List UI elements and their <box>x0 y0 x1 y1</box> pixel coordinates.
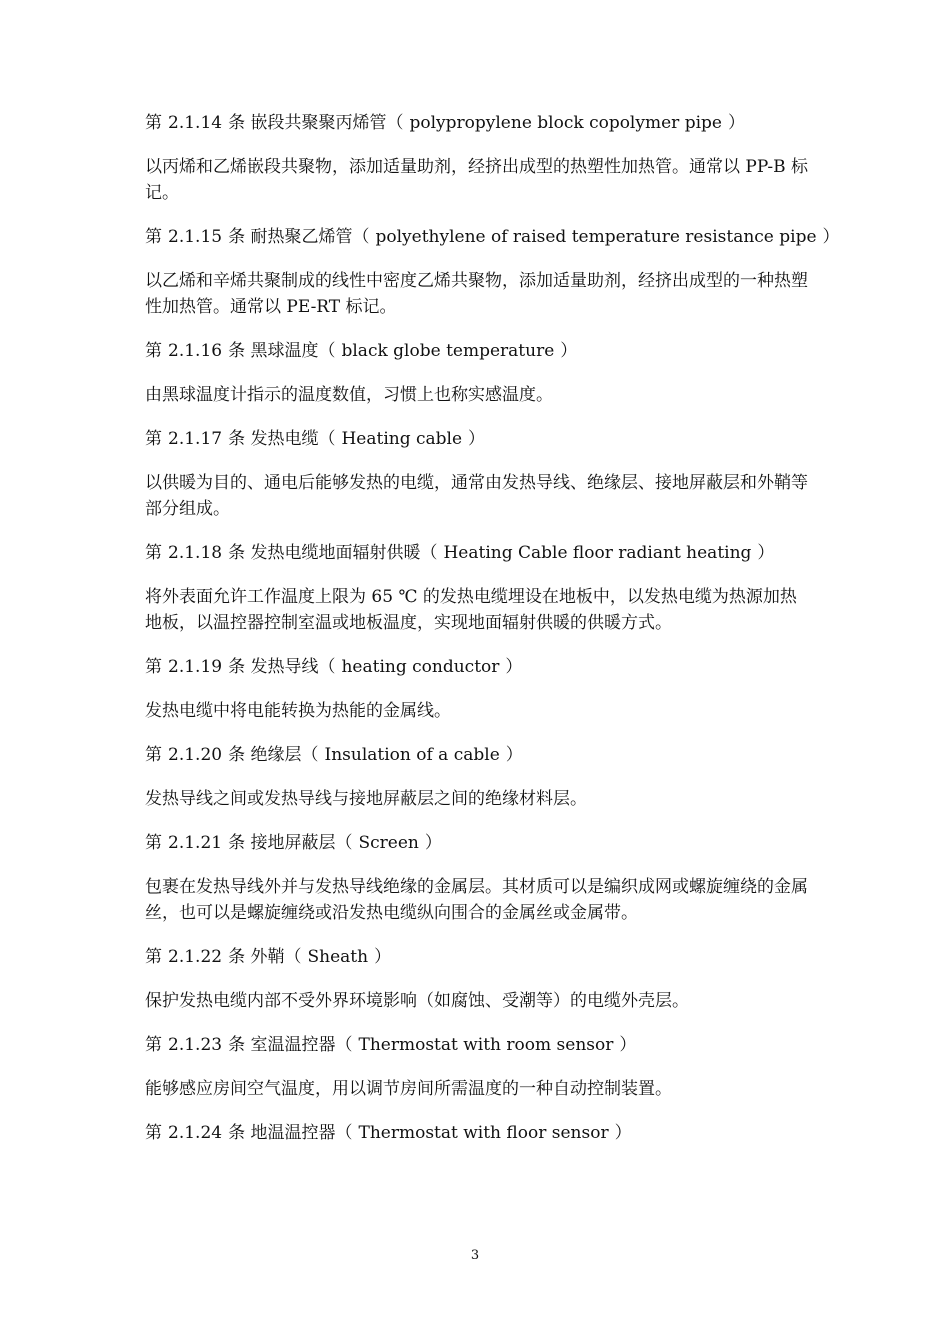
term-close: ） <box>727 113 745 133</box>
term-chinese: 室温温控器（ <box>250 1035 353 1055</box>
entry-suffix: 条 <box>228 227 246 247</box>
entry-prefix: 第 <box>145 745 162 765</box>
entry-definition: 以丙烯和乙烯嵌段共聚物，添加适量助剂，经挤出成型的热塑性加热管。通常以 PP-B 标记。 <box>145 157 808 203</box>
entry-number: 2.1.21 <box>168 833 223 853</box>
entry-definition: 包裹在发热导线外并与发热导线绝缘的金属层。其材质可以是编织成网或螺旋缠绕的金属丝，也可以是螺旋缠绕或沿发热电缆纵向围合的金属丝或金属带。 <box>145 877 808 923</box>
entry-heading <box>145 540 810 566</box>
entry-heading <box>145 830 810 856</box>
entry-definition: 以供暖为目的、通电后能够发热的电缆，通常由发热导线、绝缘层、接地屏蔽层和外鞘等部分组成。 <box>145 473 808 519</box>
entry-suffix: 条 <box>228 1123 246 1143</box>
entry-suffix: 条 <box>228 947 246 967</box>
entry-heading <box>145 1032 810 1058</box>
entry-suffix: 条 <box>228 543 246 563</box>
term-chinese: 耐热聚乙烯管（ <box>250 227 370 247</box>
entry-2-1-19 <box>145 654 810 724</box>
term-english: Heating cable <box>341 429 463 449</box>
entry-definition: 保护发热电缆内部不受外界环境影响（如腐蚀、受潮等）的电缆外壳层。 <box>145 991 689 1011</box>
entry-number: 2.1.18 <box>168 543 223 563</box>
term-close: ） <box>614 1123 632 1143</box>
entry-number: 2.1.15 <box>168 227 223 247</box>
term-chinese: 嵌段共聚聚丙烯管（ <box>250 113 404 133</box>
term-english: Thermostat with room sensor <box>358 1035 614 1055</box>
entry-suffix: 条 <box>228 833 246 853</box>
entry-heading <box>145 654 810 680</box>
entry-definition: 能够感应房间空气温度，用以调节房间所需温度的一种自动控制装置。 <box>145 1079 672 1099</box>
entry-heading <box>145 110 810 136</box>
entry-prefix: 第 <box>145 429 162 449</box>
term-chinese: 绝缘层（ <box>250 745 319 765</box>
term-english: polyethylene of raised temperature resistance pipe <box>375 227 817 247</box>
entry-2-1-24 <box>145 1120 810 1146</box>
entry-suffix: 条 <box>228 745 246 765</box>
term-english: heating conductor <box>341 657 500 677</box>
term-english: Heating Cable floor radiant heating <box>443 543 752 563</box>
entry-2-1-22 <box>145 944 810 1014</box>
entry-prefix: 第 <box>145 341 162 361</box>
term-chinese: 发热电缆地面辐射供暖（ <box>250 543 438 563</box>
entry-2-1-17 <box>145 426 810 522</box>
term-english: Thermostat with floor sensor <box>358 1123 609 1143</box>
entry-2-1-14 <box>145 110 810 206</box>
entry-prefix: 第 <box>145 657 162 677</box>
term-chinese: 外鞘（ <box>250 947 302 967</box>
term-close: ） <box>374 947 392 967</box>
entry-prefix: 第 <box>145 1035 162 1055</box>
entry-heading <box>145 742 810 768</box>
entry-number: 2.1.24 <box>168 1123 223 1143</box>
term-chinese: 黑球温度（ <box>250 341 336 361</box>
entry-number: 2.1.20 <box>168 745 223 765</box>
term-english: Screen <box>358 833 419 853</box>
entry-heading <box>145 224 840 250</box>
term-close: ） <box>619 1035 637 1055</box>
term-close: ） <box>822 227 840 247</box>
term-chinese: 接地屏蔽层（ <box>250 833 353 853</box>
term-english: Sheath <box>307 947 369 967</box>
term-close: ） <box>560 341 578 361</box>
entry-prefix: 第 <box>145 543 162 563</box>
entry-number: 2.1.16 <box>168 341 223 361</box>
term-close: ） <box>468 429 486 449</box>
entry-2-1-18 <box>145 540 810 636</box>
entry-2-1-23 <box>145 1032 810 1102</box>
entry-definition: 发热导线之间或发热导线与接地屏蔽层之间的绝缘材料层。 <box>145 789 587 809</box>
term-close: ） <box>424 833 442 853</box>
entry-2-1-20 <box>145 742 810 812</box>
entry-suffix: 条 <box>228 341 246 361</box>
term-english: polypropylene block copolymer pipe <box>409 113 722 133</box>
entry-number: 2.1.19 <box>168 657 223 677</box>
term-chinese: 发热电缆（ <box>250 429 336 449</box>
term-english: Insulation of a cable <box>324 745 500 765</box>
entry-prefix: 第 <box>145 833 162 853</box>
term-close: ） <box>757 543 775 563</box>
document-body <box>145 110 840 1164</box>
entry-definition: 将外表面允许工作温度上限为 65 ℃ 的发热电缆埋设在地板中，以发热电缆为热源加热地板，以温控器控制室温或地板温度，实现地面辐射供暖的供暖方式。 <box>145 587 797 633</box>
term-close: ） <box>505 745 523 765</box>
entry-heading <box>145 1120 810 1146</box>
entry-suffix: 条 <box>228 657 246 677</box>
entry-number: 2.1.14 <box>168 113 223 133</box>
entry-prefix: 第 <box>145 113 162 133</box>
term-english: black globe temperature <box>341 341 555 361</box>
entry-number: 2.1.22 <box>168 947 223 967</box>
term-chinese: 发热导线（ <box>250 657 336 677</box>
entry-suffix: 条 <box>228 429 246 449</box>
entry-prefix: 第 <box>145 947 162 967</box>
entry-prefix: 第 <box>145 1123 162 1143</box>
entry-definition: 发热电缆中将电能转换为热能的金属线。 <box>145 701 451 721</box>
entry-heading <box>145 944 810 970</box>
term-close: ） <box>505 657 523 677</box>
entry-heading <box>145 426 810 452</box>
entry-prefix: 第 <box>145 227 162 247</box>
entry-number: 2.1.23 <box>168 1035 223 1055</box>
page-number: 3 <box>470 1248 480 1263</box>
entry-definition: 由黑球温度计指示的温度数值，习惯上也称实感温度。 <box>145 385 553 405</box>
entry-number: 2.1.17 <box>168 429 223 449</box>
entry-definition: 以乙烯和辛烯共聚制成的线性中密度乙烯共聚物，添加适量助剂，经挤出成型的一种热塑性加热管。通常以 PE-RT 标记。 <box>145 271 808 317</box>
entry-heading <box>145 338 810 364</box>
entry-2-1-15 <box>145 224 840 320</box>
entry-2-1-16 <box>145 338 810 408</box>
term-chinese: 地温温控器（ <box>250 1123 353 1143</box>
entry-suffix: 条 <box>228 113 246 133</box>
entry-suffix: 条 <box>228 1035 246 1055</box>
entry-2-1-21 <box>145 830 810 926</box>
